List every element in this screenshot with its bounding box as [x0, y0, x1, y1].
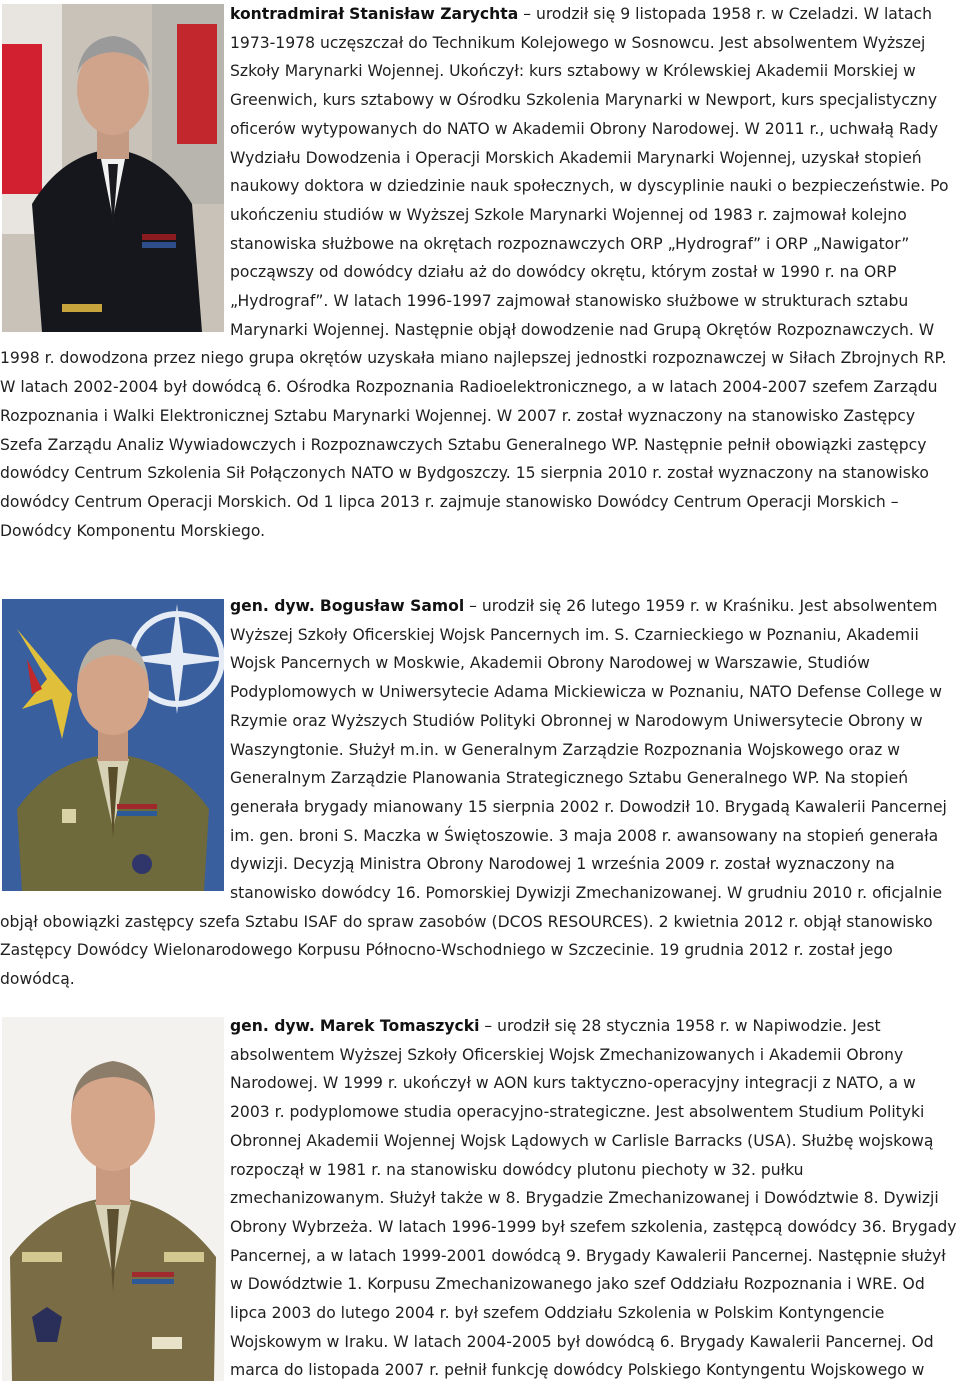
- bio-zarychta: [0, 0, 960, 545]
- bio-body: – urodził się 26 lutego 1959 r. w Kraśniku. Jest absolwentem Wyższej Szkoły Oficerskiej Wojsk Pancernych im. S. Czarnieckiego w Poznaniu, Akademii Wojsk Pancernych w Moskwie, Akademii Obrony Narodowej w Warszawie, Studiów Podyplomowych w Uniwersytecie Adama Mickiewicza w Poznaniu, NATO Defense College w Rzymie oraz Wyższych Studiów Polityki Obronnej w Narodowym Uniwersytecie Obrony w Waszyngtonie. Służył m.in. w Generalnym Zarządzie Rozpoznania Wojskowego oraz w Generalnym Zarządzie Planowania Strategicznego Sztabu Generalnego WP. Na stopień generała brygady mianowany 15 sierpnia 2002 r. Dowodził 10. Brygadą Kawalerii Pancernej im. gen. broni S. Maczka w Świętoszowie. 3 maja 2008 r. awansowany na stopień generała dywizji. Decyzją Ministra Obrony Narodowej 1 września 2009 r. został wyznaczony na stanowisko dowódcy 16. Pomorskiej Dywizji Zmechanizowanej. W grudniu 2010 r. oficjalnie objął obowiązki zastępcy szefa Sztabu ISAF do spraw zasobów (DCOS RESOURCES). 2 kwietnia 2012 r. objął stanowisko Zastępcy Dowódcy Wielonarodowego Korpusu Północno-Wschodniego w Szczecinie. 19 grudnia 2012 r. został jego dowódcą.: [0, 597, 947, 989]
- bio-rank: gen. dyw.: [230, 1017, 315, 1035]
- portrait-photo: [2, 1017, 224, 1381]
- bio-name: Marek Tomaszycki: [319, 1017, 480, 1035]
- bio-name: Stanisław Zarychta: [349, 5, 519, 23]
- bio-body: – urodził się 9 listopada 1958 r. w Czeladzi. W latach 1973-1978 uczęszczał do Technikum Kolejowego w Sosnowcu. Jest absolwentem Wyższej Szkoły Marynarki Wojennej. Ukończył: kurs sztabowy w Królewskiej Akademii Morskiej w Greenwich, kurs sztabowy w Ośrodku Szkolenia Marynarki w Newport, kurs specjalistyczny oficerów wytypowanych do NATO w Akademii Obrony Narodowej. W 2011 r., uchwałą Rady Wydziału Dowodzenia i Operacji Morskich Akademii Marynarki Wojennej, uzyskał stopień naukowy doktora w dziedzinie nauk społecznych, w dyscyplinie nauki o bezpieczeństwie. Po ukończeniu studiów w Wyższej Szkole Marynarki Wojennej od 1983 r. zajmował kolejno stanowiska służbowe na okrętach rozpoznawczych ORP „Hydrograf” i ORP „Nawigator” począwszy od dowódcy działu aż do dowódcy okrętu, którym został w 1990 r. na ORP „Hydrograf”. W latach 1996-1997 zajmował stanowisko służbowe w strukturach sztabu Marynarki Wojennej. Następnie objął dowodzenie nad Grupą Okrętów Rozpoznawczych. W 1998 r. dowodzona przez niego grupa okrętów uzyskała miano najlepszej jednostki rozpoznawczej w Siłach Zbrojnych RP. W latach 2002-2004 był dowódcą 6. Ośrodka Rozpoznania Radioelektronicznego, a w latach 2004-2007 szefem Zarządu Rozpoznania i Walki Elektronicznej Sztabu Marynarki Wojennej. W 2007 r. został wyznaczony na stanowisko Zastępcy Szefa Zarządu Analiz Wywiadowczych i Rozpoznawczych Sztabu Generalnego WP. Następnie pełnił obowiązki zastępcy dowódcy Centrum Szkolenia Sił Połączonych NATO w Bydgoszczy. 15 sierpnia 2010 r. został wyznaczony na stanowisko dowódcy Centrum Operacji Morskich. Od 1 lipca 2013 r. zajmuje stanowisko Dowódcy Centrum Operacji Morskich – Dowódcy Komponentu Morskiego.: [0, 5, 949, 540]
- portrait-photo: [2, 4, 224, 332]
- portrait-photo: [2, 599, 224, 891]
- bio-rank: kontradmirał: [230, 5, 345, 23]
- bio-tomaszycki: [0, 1012, 960, 1385]
- bio-body: – urodził się 28 stycznia 1958 r. w Napiwodzie. Jest absolwentem Wyższej Szkoły Oficerskiej Wojsk Zmechanizowanych i Akademii Obrony Narodowej. W 1999 r. ukończył w AON kurs taktyczno-operacyjny integracji z NATO, a w 2003 r. podyplomowe studia operacyjno-strategiczne. Jest absolwentem Studium Polityki Obronnej Akademii Wojennej Wojsk Lądowych w Carlisle Barracks (USA). Służbę wojskową rozpoczął w 1981 r. na stanowisku dowódcy plutonu piechoty w 32. pułku zmechanizowanym. Służył także w 8. Brygadzie Zmechanizowanej i Dowództwie 8. Dywizji Obrony Wybrzeża. W latach 1996-1999 był szefem szkolenia, zastępcą dowódcy 36. Brygady Pancernej, a w latach 1999-2001 dowódcą 9. Brygady Kawalerii Pancernej. Następnie służył w Dowództwie 1. Korpusu Zmechanizowanego jako szef Oddziału Rozpoznania i WRE. Od lipca 2003 do lutego 2004 r. był szefem Oddziału Szkolenia w Polskim Kontyngencie Wojskowym w Iraku. W latach 2004-2005 był dowódcą 6. Brygady Kawalerii Pancernej. Od marca do listopada 2007 r. pełnił funkcję dowódcy Polskiego Kontyngentu Wojskowego w: [230, 1017, 957, 1380]
- bio-rank: gen. dyw.: [230, 597, 315, 615]
- bio-samol: [0, 592, 960, 994]
- bio-name: Bogusław Samol: [319, 597, 465, 615]
